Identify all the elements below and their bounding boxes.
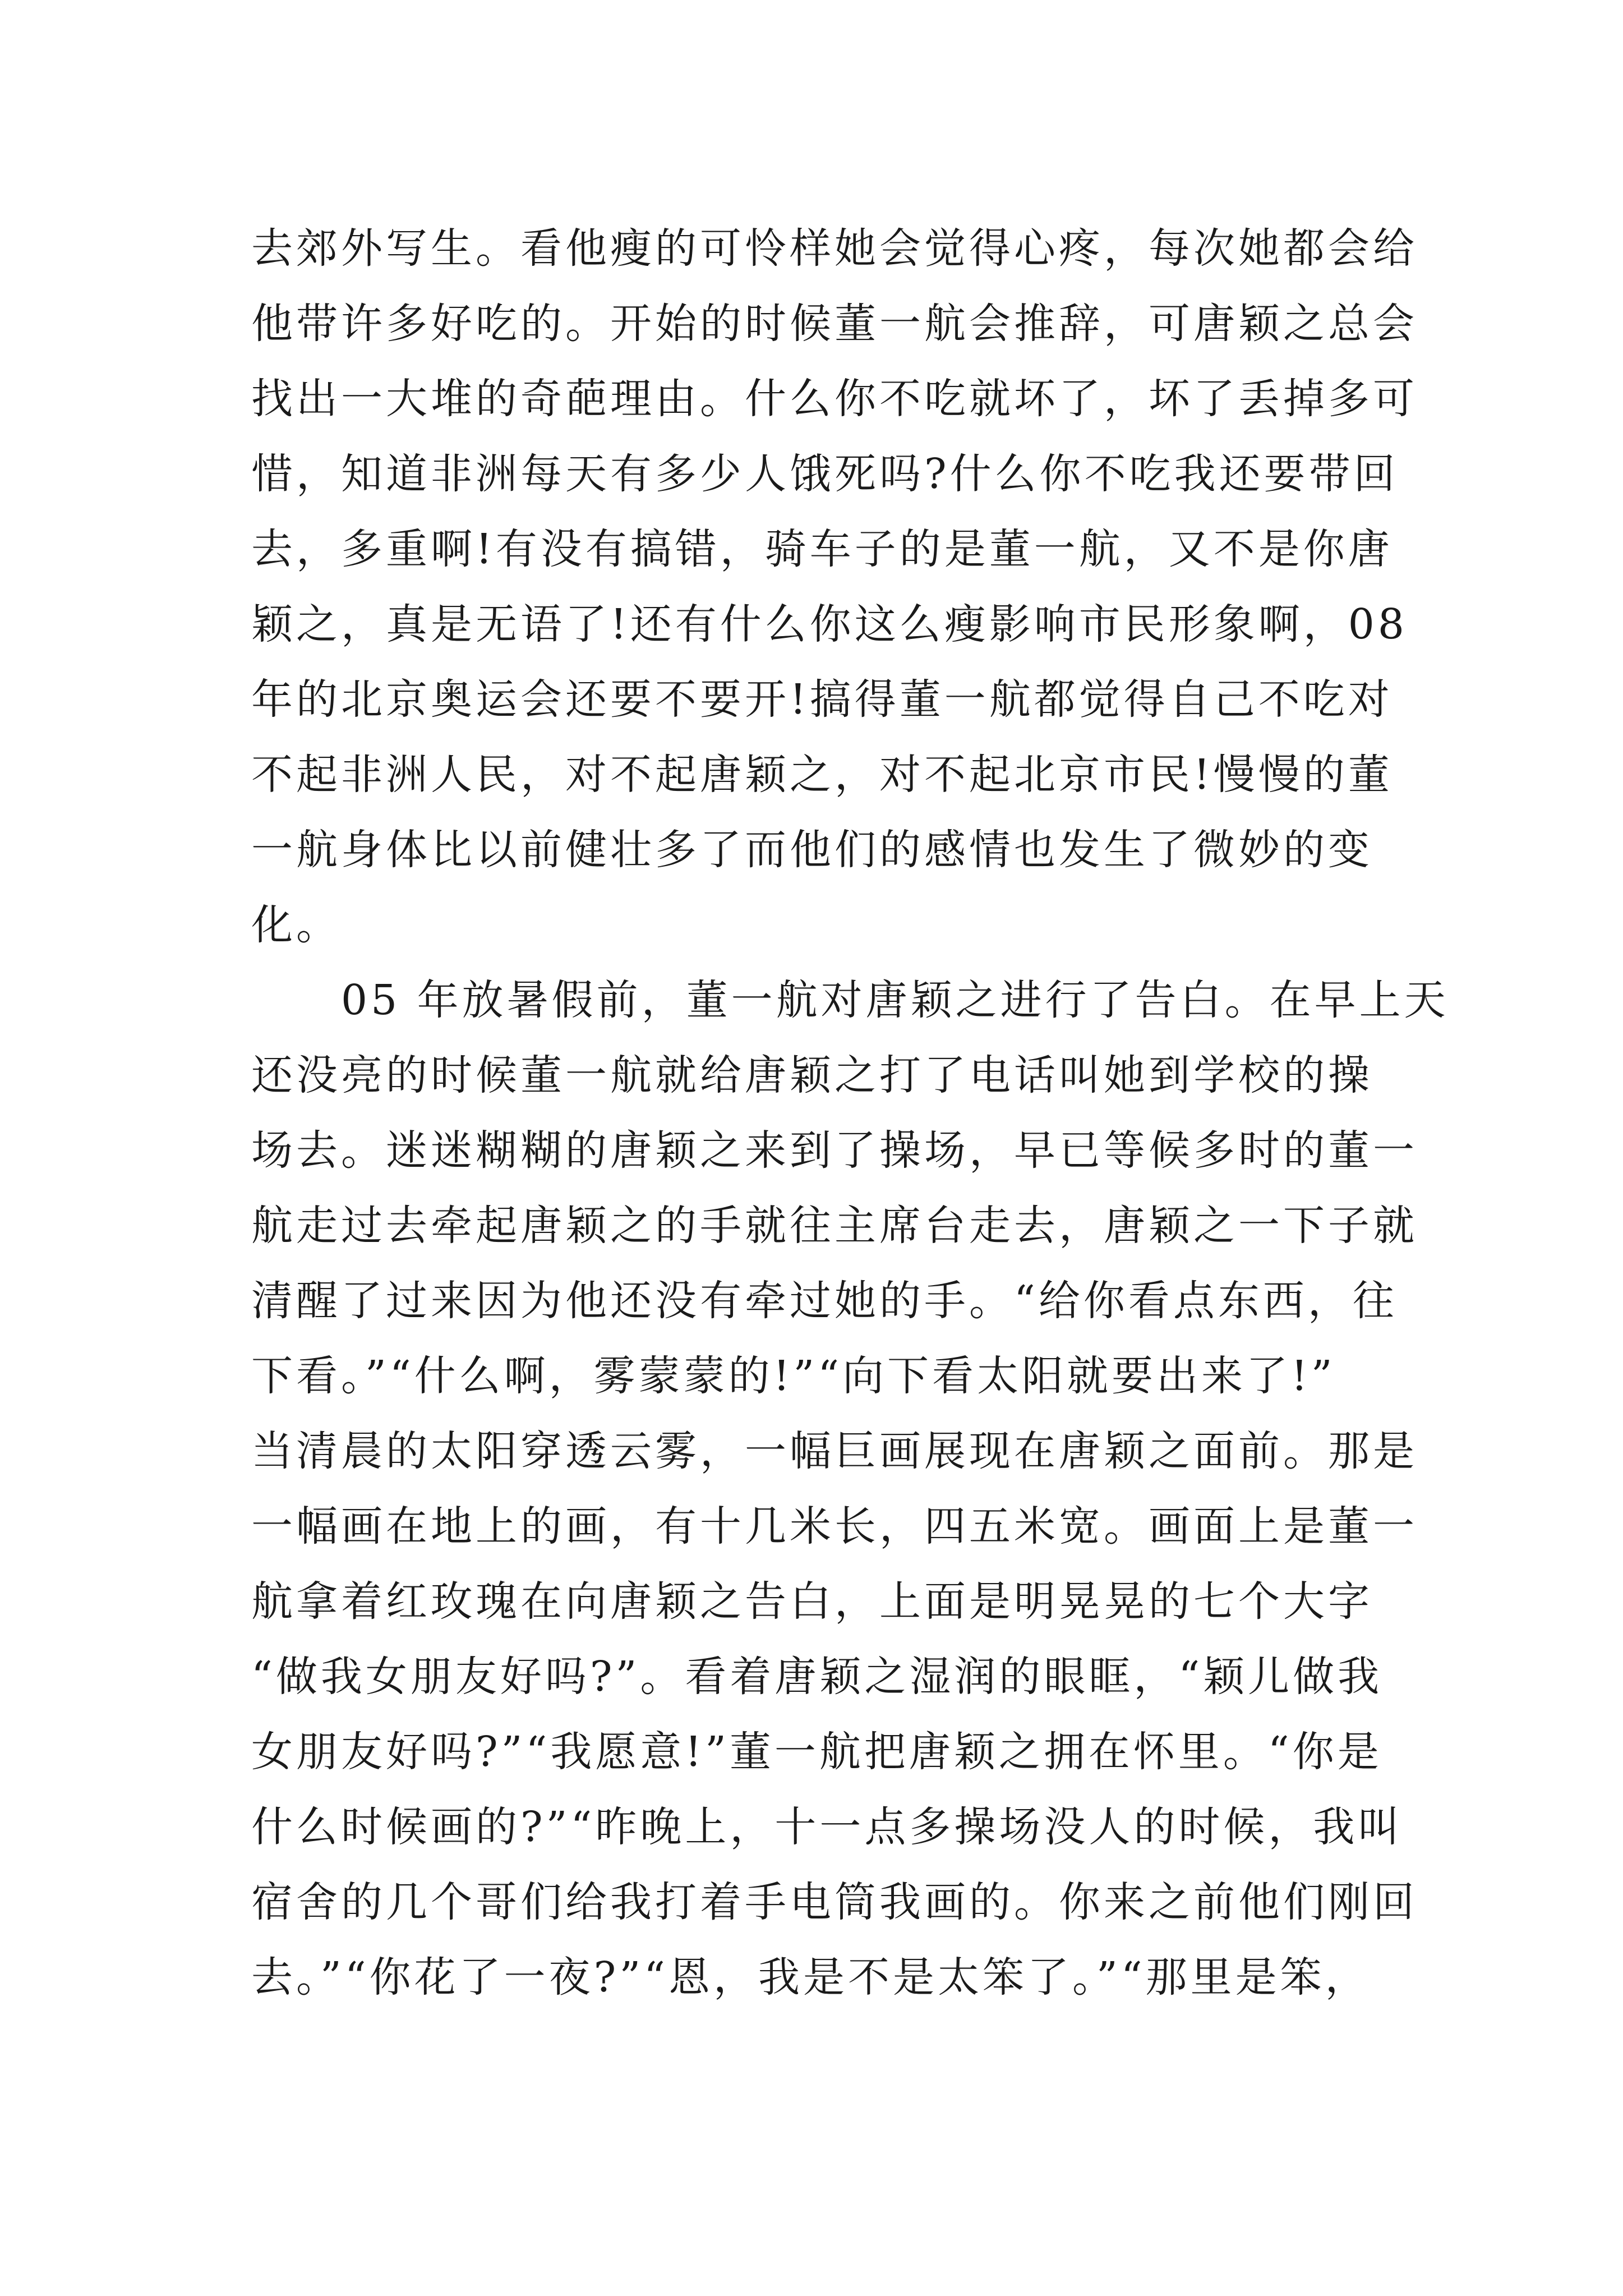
text-line: 去。”“你花了一夜?”“恩，我是不是太笨了。”“那里是笨， — [251, 1953, 1370, 2001]
text-line: 化。 — [251, 901, 341, 949]
text-line: 航走过去牵起唐颖之的手就往主席台走去，唐颖之一下子就 — [251, 1202, 1418, 1250]
text-line: 一幅画在地上的画，有十几米长，四五米宽。画面上是董一 — [251, 1502, 1418, 1550]
text-line: 什么时候画的?”“昨晚上，十一点多操场没人的时候，我叫 — [251, 1803, 1403, 1851]
text-line: 当清晨的太阳穿透云雾，一幅巨画展现在唐颖之面前。那是 — [251, 1427, 1418, 1475]
text-line: 还没亮的时候董一航就给唐颖之打了电话叫她到学校的操 — [251, 1051, 1373, 1099]
text-line: 他带许多好吃的。开始的时候董一航会推辞，可唐颖之总会 — [251, 300, 1418, 348]
text-line: 清醒了过来因为他还没有牵过她的手。“给你看点东西，往 — [251, 1277, 1398, 1325]
text-line: 场去。迷迷糊糊的唐颖之来到了操场，早已等候多时的董一 — [251, 1126, 1418, 1175]
text-line: 05 年放暑假前，董一航对唐颖之进行了告白。在早上天 — [251, 976, 1449, 1024]
text-line: 去，多重啊!有没有搞错，骑车子的是董一航，又不是你唐 — [251, 525, 1393, 573]
text-line: 找出一大堆的奇葩理由。什么你不吃就坏了，坏了丢掉多可 — [251, 375, 1418, 423]
text-line: “做我女朋友好吗?”。看着唐颖之湿润的眼眶，“颖儿做我 — [251, 1653, 1383, 1701]
text-line: 去郊外写生。看他瘦的可怜样她会觉得心疼，每次她都会给 — [251, 224, 1418, 273]
text-line: 女朋友好吗?”“我愿意!”董一航把唐颖之拥在怀里。“你是 — [251, 1728, 1382, 1776]
text-line: 颖之，真是无语了!还有什么你这么瘦影响市民形象啊，08 — [251, 600, 1408, 648]
body-text — [251, 211, 1449, 2015]
text-line: 下看。”“什么啊，雾蒙蒙的!”“向下看太阳就要出来了!” — [251, 1352, 1336, 1400]
text-line: 航拿着红玫瑰在向唐颖之告白，上面是明晃晃的七个大字 — [251, 1577, 1373, 1626]
text-line: 不起非洲人民，对不起唐颖之，对不起北京市民!慢慢的董 — [251, 751, 1393, 799]
text-line: 年的北京奥运会还要不要开!搞得董一航都觉得自己不吃对 — [251, 675, 1393, 724]
text-line: 一航身体比以前健壮多了而他们的感情也发生了微妙的变 — [251, 826, 1373, 874]
text-line: 宿舍的几个哥们给我打着手电筒我画的。你来之前他们刚回 — [251, 1878, 1418, 1926]
text-line: 惜，知道非洲每天有多少人饿死吗?什么你不吃我还要带回 — [251, 450, 1399, 498]
